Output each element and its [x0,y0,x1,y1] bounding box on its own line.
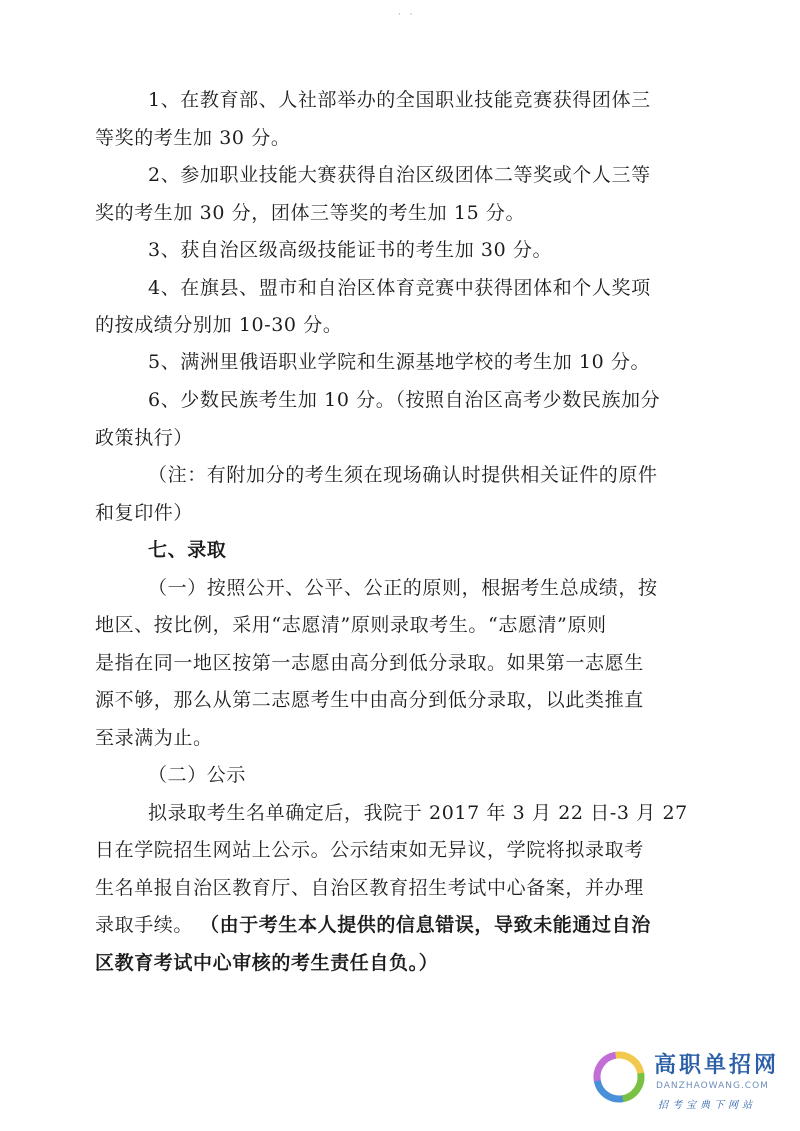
bold-notice: 区教育考试中心审核的考生责任自负。） [95,952,439,974]
text-line: 是指在同一地区按第一志愿由高分到低分录取。如果第一志愿生 [95,652,644,674]
site-logo[interactable] [590,1040,795,1126]
text-line: （一）按照公开、公平、公正的原则，根据考生总成绩，按 [148,577,658,599]
text-line: 录取手续。 [95,914,194,936]
text-line: 源不够，那么从第二志愿考生中由高分到低分录取，以此类推直 [95,689,644,711]
text-line: 2、参加职业技能大赛获得自治区级团体二等奖或个人三等 [148,164,651,186]
text-line: 4、在旗县、盟市和自治区体育竞赛中获得团体和个人奖项 [148,277,651,299]
text-line: 5、满洲里俄语职业学院和生源基地学校的考生加 10 分。 [148,351,651,373]
text-line: 生名单报自治区教育厅、自治区教育招生考试中心备案，并办理 [95,877,644,899]
section-heading: 七、录取 [148,539,227,561]
subsection-heading: （二）公示 [148,764,247,786]
text-line: 拟录取考生名单确定后，我院于 2017 年 3 月 22 日-3 月 27 [148,802,688,824]
logo-domain: DANZHAOWANG.COM [656,1081,769,1091]
text-line: 6、少数民族考生加 10 分。（按照自治区高考少数民族加分 [148,389,661,411]
text-line: （注：有附加分的考生须在现场确认时提供相关证件的原件 [148,464,658,486]
text-line: 和复印件） [95,502,194,524]
text-line: 至录满为止。 [95,727,213,749]
logo-ring-icon [590,1048,648,1106]
logo-title: 高职单招网 [654,1053,780,1078]
text-line: 政策执行） [95,427,194,449]
logo-slogan: 招考宝典下网站 [658,1100,756,1111]
text-line: 3、获自治区级高级技能证书的考生加 30 分。 [148,239,553,261]
text-line: 地区、按比例，采用“志愿清”原则录取考生。“志愿清”原则 [95,614,607,636]
text-line: 1、在教育部、人社部举办的全国职业技能竞赛获得团体三 [148,89,651,111]
text-line: 奖的考生加 30 分，团体三等奖的考生加 15 分。 [95,202,526,224]
scan-artifact: · · [398,10,416,20]
text-line: 的按成绩分别加 10-30 分。 [95,314,343,336]
text-line: 等奖的考生加 30 分。 [95,127,291,149]
bold-notice: （由于考生本人提供的信息错误，导致未能通过自治 [200,914,651,936]
text-line: 日在学院招生网站上公示。公示结束如无异议，学院将拟录取考 [95,839,644,861]
